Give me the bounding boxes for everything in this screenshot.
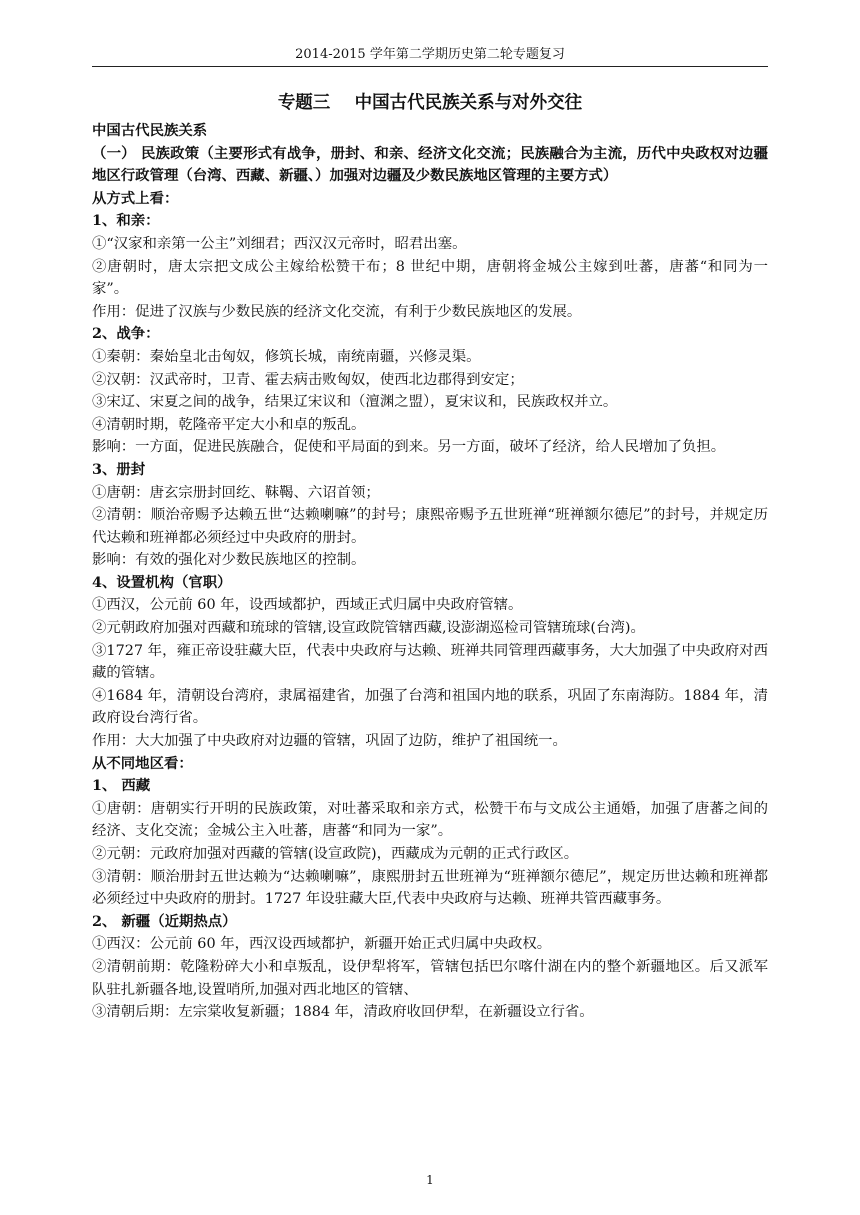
paragraph: ②元朝：元政府加强对西藏的管辖(设宣政院)，西藏成为元朝的正式行政区。 bbox=[92, 846, 579, 862]
paragraph: ④1684 年，清朝设台湾府，隶属福建省，加强了台湾和祖国内地的联系，巩固了东南海防。1884 年，清政府设台湾行省。 bbox=[92, 687, 768, 727]
paragraph: ③宋辽、宋夏之间的战争，结果辽宋议和（澶渊之盟），夏宋议和，民族政权并立。 bbox=[92, 394, 618, 411]
header-divider bbox=[92, 66, 768, 67]
paragraph: ②汉朝：汉武帝时，卫青、霍去病击败匈奴，使西北边郡得到安定； bbox=[92, 371, 524, 388]
section-heading: 4、设置机构（官职） bbox=[92, 573, 232, 591]
paragraph-list bbox=[92, 120, 768, 1024]
section-heading: （一） 民族政策（主要形式有战争，册封、和亲、经济文化交流；民族融合为主流，历代中央政权对边疆地区行政管理（台湾、西藏、新疆、）加强对边疆及少数民族地区管理的主要方式） bbox=[92, 144, 768, 185]
section-heading: 中国古代民族关系 bbox=[92, 122, 208, 139]
paragraph: 作用：大大加强了中央政府对边疆的管辖，巩固了边防，维护了祖国统一。 bbox=[92, 733, 567, 750]
document-body bbox=[92, 90, 768, 1024]
paragraph: ①秦朝：秦始皇北击匈奴，修筑长城，南统南疆，兴修灵渠。 bbox=[92, 348, 481, 365]
paragraph: ①唐朝：唐朝实行开明的民族政策，对吐蕃采取和亲方式，松赞干布与文成公主通婚，加强了唐蕃之间的经济、支化交流；金城公主入吐蕃，唐蕃“和同为一家”。 bbox=[92, 800, 768, 840]
document-title: 专题三 中国古代民族关系与对外交往 bbox=[277, 93, 583, 113]
paragraph: ②唐朝时，唐太宗把文成公主嫁给松赞干布；8 世纪中期，唐朝将金城公主嫁到吐蕃，唐蕃“和同为一家”。 bbox=[92, 258, 768, 298]
paragraph: ③1727 年，雍正帝设驻藏大臣，代表中央政府与达赖、班禅共同管理西藏事务，大大加强了中央政府对西藏的管辖。 bbox=[92, 642, 768, 682]
page-number: 1 bbox=[426, 1173, 434, 1187]
paragraph: 影响：一方面，促进民族融合，促使和平局面的到来。另一方面，破坏了经济，给人民增加了负担。 bbox=[92, 439, 726, 456]
paragraph: ②清朝：顺治帝赐予达赖五世“达赖喇嘛”的封号；康熙帝赐予五世班禅“班禅额尔德尼”的封号，并规定历代达赖和班禅都必须经过中央政府的册封。 bbox=[92, 507, 768, 546]
section-heading: 从不同地区看： bbox=[92, 754, 193, 772]
paragraph: ④清朝时期，乾隆帝平定大小和卓的叛乱。 bbox=[92, 416, 366, 433]
paragraph: 作用：促进了汉族与少数民族的经济文化交流，有利于少数民族地区的发展。 bbox=[92, 303, 582, 320]
paragraph: ①“汉家和亲第一公主”刘细君；西汉汉元帝时，昭君出塞。 bbox=[92, 235, 467, 252]
paragraph: ①西汉，公元前 60 年，设西域都护，西域正式归属中央政府管辖。 bbox=[92, 597, 523, 614]
page-header: 2014-2015 学年第二学期历史第二轮专题复习 bbox=[295, 47, 565, 62]
paragraph: ②元朝政府加强对西藏和琉球的管辖,设宣政院管辖西藏,设澎湖巡检司管辖琉球(台湾)。 bbox=[92, 620, 645, 637]
section-heading: 从方式上看： bbox=[92, 189, 179, 207]
paragraph: ①西汉：公元前 60 年，西汉设西域都护，新疆开始正式归属中央政权。 bbox=[92, 936, 552, 953]
section-heading: 1、 西藏 bbox=[92, 777, 151, 795]
paragraph: 影响：有效的强化对少数民族地区的控制。 bbox=[92, 552, 366, 569]
section-heading: 1、和亲： bbox=[92, 212, 160, 230]
paragraph: ③清朝后期：左宗棠收复新疆；1884 年，清政府收回伊犁，在新疆设立行省。 bbox=[92, 1004, 594, 1021]
section-heading: 3、册封 bbox=[92, 460, 146, 478]
section-heading: 2、战争： bbox=[92, 325, 160, 343]
paragraph: ②清朝前期：乾隆粉碎大小和卓叛乱，设伊犁将军，管辖包括巴尔喀什湖在内的整个新疆地区。后又派军队驻扎新疆各地,设置哨所,加强对西北地区的管辖、 bbox=[92, 958, 768, 998]
section-heading: 2、 新疆（近期热点） bbox=[92, 912, 237, 930]
paragraph: ①唐朝：唐玄宗册封回纥、靺鞨、六诏首领； bbox=[92, 484, 380, 501]
paragraph: ③清朝：顺治册封五世达赖为“达赖喇嘛”，康熙册封五世班禅为“班禅额尔德尼”，规定历世达赖和班禅都必须经过中央政府的册封。1727 年设驻藏大臣,代表中央政府与达赖、班禅共管西藏事务。 bbox=[92, 868, 768, 908]
